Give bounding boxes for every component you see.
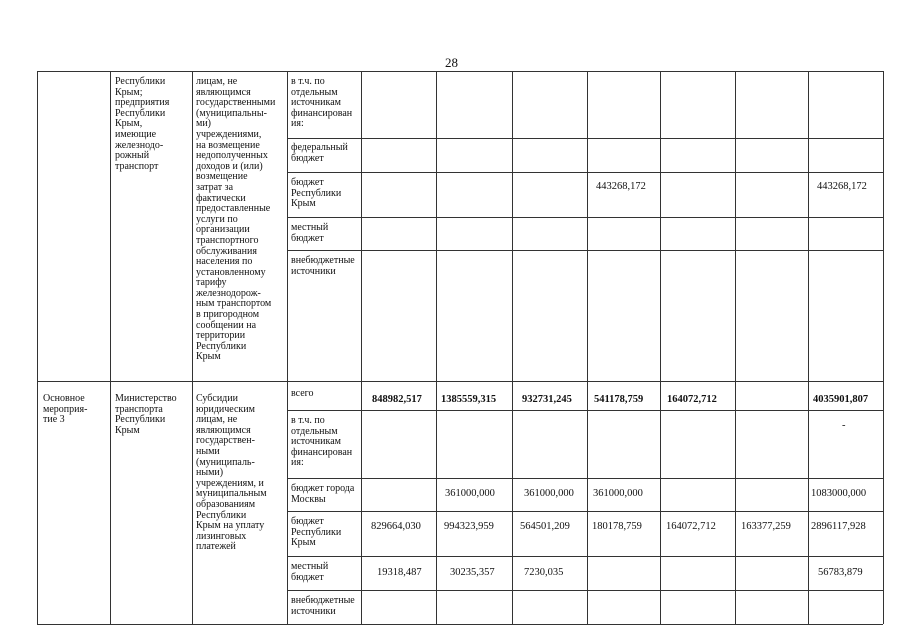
table-right-border <box>883 71 884 624</box>
block2-republic-total: 2896117,928 <box>811 521 866 532</box>
block1-republic-total: 443268,172 <box>817 181 867 192</box>
row-divider <box>287 217 883 218</box>
block2-event: Основное мероприя- тие 3 <box>43 393 88 426</box>
block2-local-col2: 30235,357 <box>450 567 495 578</box>
block2-all-col2: 1385559,315 <box>441 394 497 405</box>
col-divider <box>808 71 809 624</box>
row-divider <box>287 250 883 251</box>
block2-moscow-col4: 361000,000 <box>593 488 643 499</box>
page-number: 28 <box>445 55 458 70</box>
block2-all-col5: 164072,712 <box>667 394 717 405</box>
block1-executor: Республики Крым; предприятия Республики Крым, имеющие железнодо- рожный транспорт <box>115 76 170 172</box>
block1-source-extra: внебюджетные источники <box>291 255 355 277</box>
col-divider <box>37 71 38 624</box>
block2-description: Субсидии юридическим лицам, не являющимся государствен- ными (муниципаль- ными) учреждениям, и муниципальным образованиям Республики Крым на уплату лизинговых платежей <box>196 393 267 553</box>
block2-including-mark: - <box>842 420 846 431</box>
block2-source-local: местный бюджет <box>291 561 329 583</box>
block2-local-col1: 19318,487 <box>377 567 422 578</box>
block1-description: лицам, не являющимся государственными (муниципальны- ми) учреждениями, на возмещение недополученных доходов и (или) возмещение затрат за фактически предоставленные услуги по организации транспортного обслуживания населения по установленному тарифу железнодорож- ным транспортом в пригородном сообщении на территории Республики Крым <box>196 76 276 363</box>
row-divider <box>287 590 883 591</box>
col-divider <box>192 71 193 624</box>
block1-source-federal: федеральный бюджет <box>291 142 348 164</box>
table-bottom-border <box>37 624 883 625</box>
col-divider <box>512 71 513 624</box>
row-divider <box>287 556 883 557</box>
row-divider <box>287 511 883 512</box>
block2-all-col3: 932731,245 <box>522 394 572 405</box>
block2-republic-col1: 829664,030 <box>371 521 421 532</box>
block2-republic-col2: 994323,959 <box>444 521 494 532</box>
block-divider <box>37 381 883 382</box>
block2-all-col1: 848982,517 <box>372 394 422 405</box>
col-divider <box>110 71 111 624</box>
row-divider <box>287 172 883 173</box>
block1-source-republic: бюджет Республики Крым <box>291 177 342 210</box>
block2-source-moscow: бюджет города Москвы <box>291 483 355 505</box>
block2-republic-col6: 163377,259 <box>741 521 791 532</box>
block1-source-including: в т.ч. по отдельным источникам финансирован ия: <box>291 76 353 130</box>
block2-republic-col5: 164072,712 <box>666 521 716 532</box>
block2-source-extra: внебюджетные источники <box>291 595 355 617</box>
block2-republic-col3: 564501,209 <box>520 521 570 532</box>
block2-all-total: 4035901,807 <box>813 394 869 405</box>
block2-moscow-col2: 361000,000 <box>445 488 495 499</box>
block2-republic-col4: 180178,759 <box>592 521 642 532</box>
col-divider <box>361 71 362 624</box>
block2-local-total: 56783,879 <box>818 567 863 578</box>
block1-source-local: местный бюджет <box>291 222 329 244</box>
col-divider <box>436 71 437 624</box>
block1-republic-col4: 443268,172 <box>596 181 646 192</box>
row-divider <box>287 478 883 479</box>
block2-moscow-col3: 361000,000 <box>524 488 574 499</box>
block2-all-col4: 541178,759 <box>594 394 644 405</box>
block2-executor: Министерство транспорта Республики Крым <box>115 393 177 436</box>
col-divider <box>587 71 588 624</box>
row-divider <box>287 138 883 139</box>
col-divider <box>287 71 288 624</box>
row-divider <box>287 410 883 411</box>
block2-moscow-total: 1083000,000 <box>811 488 867 499</box>
block2-source-all: всего <box>291 388 314 399</box>
block2-source-republic: бюджет Республики Крым <box>291 516 342 549</box>
table-top-border <box>37 71 883 72</box>
col-divider <box>735 71 736 624</box>
block2-local-col3: 7230,035 <box>524 567 564 578</box>
block2-source-including: в т.ч. по отдельным источникам финансирован ия: <box>291 415 353 469</box>
col-divider <box>660 71 661 624</box>
